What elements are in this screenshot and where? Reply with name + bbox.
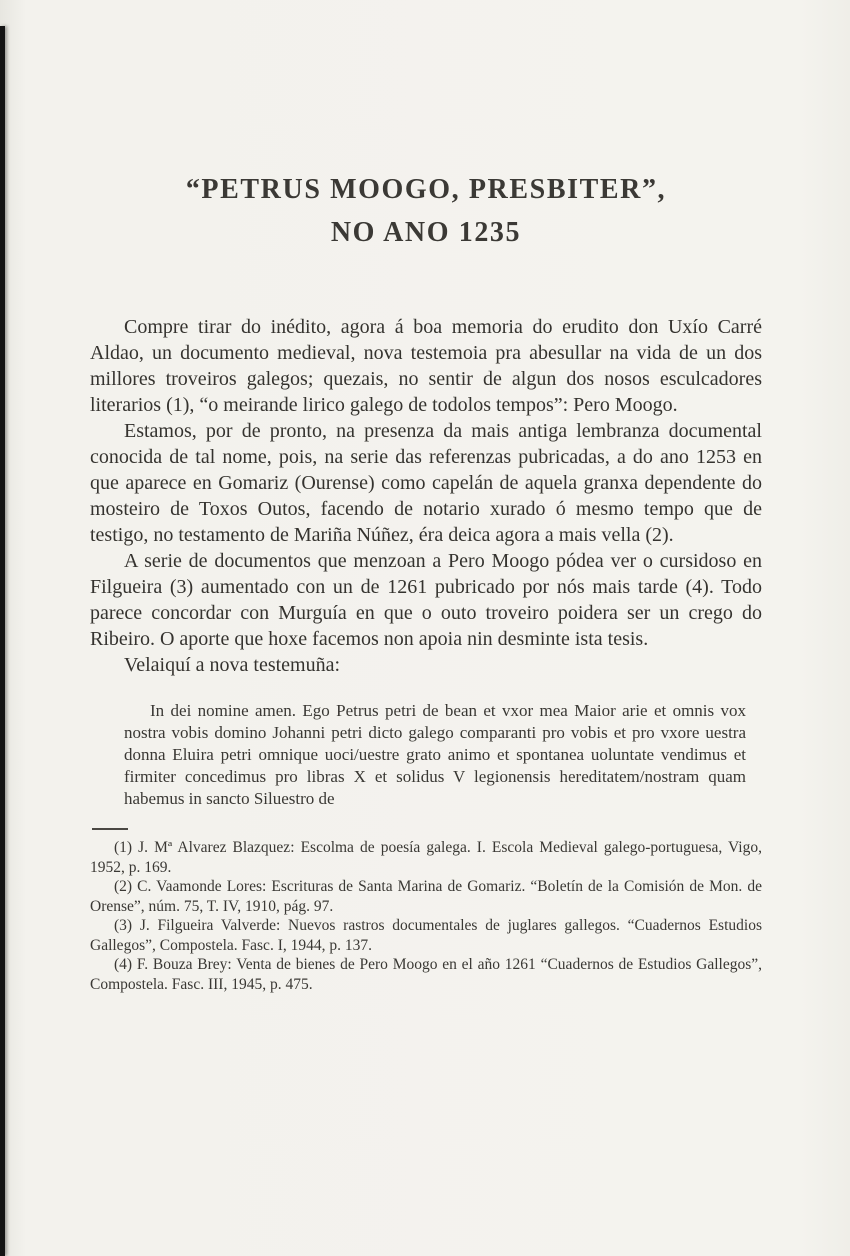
footnote-1: (1) J. Mª Alvarez Blazquez: Escolma de poesía galega. I. Escola Medieval galego-portuguesa, Vigo, 1952, p. 169. bbox=[90, 839, 762, 876]
footnote-separator bbox=[92, 828, 128, 830]
binding-shadow bbox=[0, 26, 5, 1256]
latin-charter-quote: In dei nomine amen. Ego Petrus petri de bean et vxor mea Maior arie et omnis vox nostra vobis domino Johanni petri dicto galego comparanti pro vobis et pro vxore uestra donna Eluira petri omnique uoci/uestre grato animo et spontanea uoluntate vendimus et firmiter concedimus pro libras X et solidus V legionensis hereditatem/nostram quam habemus in sancto Siluestro de bbox=[124, 701, 746, 808]
page-content bbox=[90, 168, 762, 994]
article-title-line2: NO ANO 1235 bbox=[330, 217, 522, 248]
body-paragraph-3: A serie de documentos que menzoan a Pero Moogo pódea ver o cursidoso en Filgueira (3) aumentado con un de 1261 pubricado por nós mais tarde (4). Todo parece concordar con Murguía en que o outo troveiro poidera ser un crego do Ribeiro. O aporte que hoxe facemos non apoia nin desminte ista tesis. bbox=[90, 550, 762, 650]
footnote-3: (3) J. Filgueira Valverde: Nuevos rastros documentales de juglares gallegos. “Cuadernos Estudios Gallegos”, Compostela. Fasc. I, 1944, p. 137. bbox=[90, 917, 762, 954]
footnotes-section bbox=[90, 838, 762, 994]
article-title bbox=[90, 168, 762, 254]
article-title-line1: “PETRUS MOOGO, PRESBITER”, bbox=[185, 174, 667, 205]
body-paragraph-4: Velaiquí a nova testemuña: bbox=[124, 654, 341, 676]
footnote-2: (2) C. Vaamonde Lores: Escrituras de Santa Marina de Gomariz. “Boletín de la Comisión de Mon. de Orense”, núm. 75, T. IV, 1910, pág. 97. bbox=[90, 878, 762, 915]
body-paragraph-1: Compre tirar do inédito, agora á boa memoria do erudito don Uxío Carré Aldao, un documento medieval, nova testemoia pra abesullar na vida de un dos millores troveiros galegos; quezais, no sentir de algun dos nosos esculcadores literarios (1), “o meirande lirico galego de todolos tempos”: Pero Moogo. bbox=[90, 316, 762, 416]
footnote-4: (4) F. Bouza Brey: Venta de bienes de Pero Moogo en el año 1261 “Cuadernos de Estudios Gallegos”, Compostela. Fasc. III, 1945, p. 475. bbox=[90, 956, 762, 993]
body-paragraph-2: Estamos, por de pronto, na presenza da mais antiga lembranza documental conocida de tal nome, pois, na serie das referenzas pubricadas, a do ano 1253 en que aparece en Gomariz (Ourense) como capelán de aquela granxa dependente do mosteiro de Toxos Outos, facendo de notario xurado ó mesmo tempo que de testigo, no testamento de Mariña Núñez, éra deica agora a mais vella (2). bbox=[90, 420, 762, 546]
